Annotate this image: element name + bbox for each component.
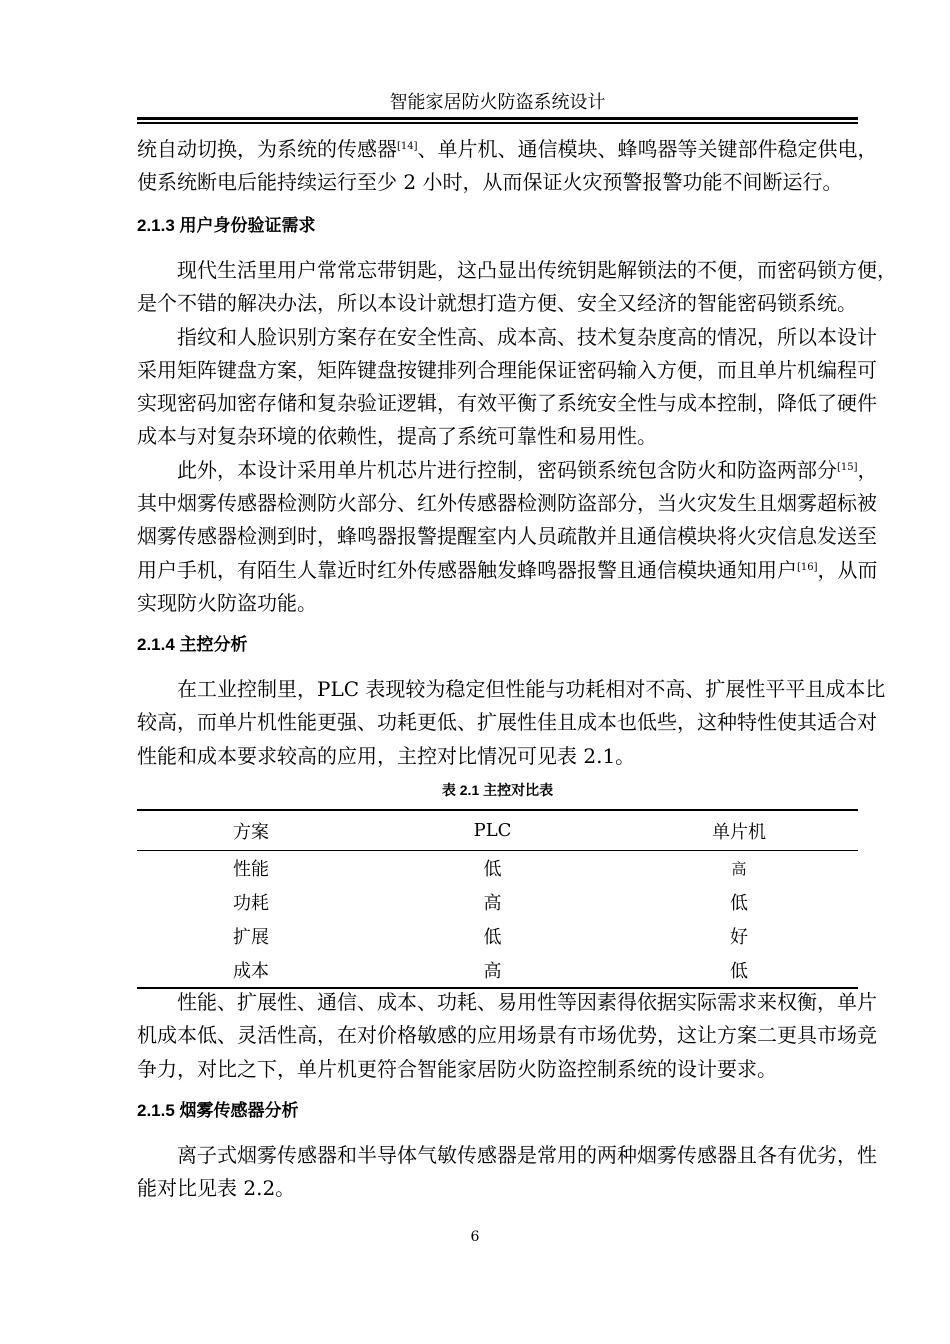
text-segment: 是个不错的解决办法，所以本设计就想打造方便、安全又经济的智能密码锁系统。 — [137, 291, 857, 316]
text-line — [137, 487, 877, 520]
citation-ref: [15] — [837, 461, 858, 473]
table-header-row — [137, 810, 858, 851]
text-line — [137, 254, 897, 287]
text-segment: 、单片机、通信模块、蜂鸣器等关键部件稳定供电， — [417, 137, 878, 161]
header-rule-thin — [137, 122, 858, 124]
table-row — [137, 919, 858, 953]
table-row — [137, 885, 858, 919]
text-segment: 性能、扩展性、通信、成本、功耗、易用性等因素得依据实际需求来权衡，单片 — [177, 990, 877, 1014]
text-line — [137, 166, 858, 199]
text-segment: 指纹和人脸识别方案存在安全性高、成本高、技术复杂度高的情况，所以本设计 — [177, 324, 877, 349]
text-segment: 其中烟雾传感器检测防火部分、红外传感器检测防盗部分，当火灾发生且烟雾超标被 — [137, 491, 877, 516]
table-cell: 低 — [730, 893, 748, 914]
text-segment: ，从而 — [817, 557, 878, 582]
text-line — [137, 673, 886, 706]
table-cell: 好 — [730, 927, 748, 948]
table-cell: 性能 — [233, 859, 269, 880]
text-line — [137, 1053, 858, 1086]
text-segment: 实现防火防盗功能。 — [137, 590, 317, 615]
text-line — [137, 387, 877, 420]
running-header-title: 智能家居防火防盗系统设计 — [389, 92, 606, 113]
text-line — [137, 986, 877, 1019]
section-heading-2-1-4: 2.1.4 主控分析 — [137, 635, 248, 654]
table-cell: 低 — [620, 953, 858, 988]
text-line — [137, 1019, 877, 1052]
paragraph-power-supply — [137, 133, 878, 200]
column-header: 单片机 — [620, 810, 858, 851]
text-line — [137, 740, 858, 773]
text-segment: 采用矩阵键盘方案，矩阵键盘按键排列合理能保证密码输入方便，而且单片机编程可 — [137, 357, 877, 382]
table-row — [137, 953, 858, 988]
text-segment: 能对比见表 2.2。 — [137, 1176, 296, 1201]
paragraph-smoke-sensor — [137, 1139, 877, 1206]
text-segment: 在工业控制里，PLC 表现较为稳定但性能与功耗相对不高、扩展性平平且成本比 — [177, 677, 886, 701]
header-rule-thick — [137, 117, 858, 120]
text-line — [137, 587, 858, 620]
text-line — [137, 520, 877, 553]
table-cell: 高 — [731, 859, 747, 878]
text-segment: 使系统断电后能持续运行至少 2 小时，从而保证火灾预警报警功能不间断运行。 — [137, 170, 843, 195]
table-cell: 功耗 — [233, 893, 269, 914]
text-segment: 现代生活里用户常常忘带钥匙，这凸显出传统钥匙解锁法的不便，而密码锁方便， — [177, 258, 897, 282]
section-heading-2-1-3: 2.1.3 用户身份验证需求 — [137, 216, 316, 235]
paragraph-auth-requirements — [137, 254, 897, 620]
text-line — [137, 454, 878, 487]
text-segment: ， — [857, 457, 878, 482]
controller-comparison-table — [137, 809, 858, 989]
text-line — [137, 321, 877, 354]
text-segment: 统自动切换，为系统的传感器 — [137, 137, 397, 161]
text-segment: 成本与对复杂环境的依赖性，提高了系统可靠性和易用性。 — [137, 424, 657, 449]
table-cell: 成本 — [137, 953, 365, 988]
text-segment: 烟雾传感器检测到时，蜂鸣器报警提醒室内人员疏散并且通信模块将火灾信息发送至 — [137, 524, 877, 549]
citation-ref: [14] — [397, 141, 418, 152]
text-line — [137, 554, 878, 587]
page-number: 6 — [470, 1229, 480, 1245]
text-line — [137, 706, 877, 739]
text-segment: 争力，对比之下，单片机更符合智能家居防火防盗控制系统的设计要求。 — [137, 1056, 777, 1081]
table-cell: 扩展 — [233, 927, 269, 948]
text-line — [137, 1172, 858, 1205]
text-line — [137, 1139, 877, 1172]
column-header: PLC — [365, 810, 620, 851]
citation-ref: [16] — [797, 561, 818, 573]
paragraph-tradeoff — [137, 986, 877, 1086]
table-caption: 表 2.1 主控对比表 — [441, 782, 554, 798]
text-segment: 机成本低、灵活性高，在对价格敏感的应用场景有市场优势，这让方案二更具市场竞 — [137, 1023, 877, 1048]
section-heading-2-1-5: 2.1.5 烟雾传感器分析 — [137, 1101, 299, 1120]
table-cell: 低 — [483, 927, 502, 948]
text-segment: 性能和成本要求较高的应用，主控对比情况可见表 2.1。 — [137, 743, 636, 768]
text-line — [137, 354, 877, 387]
text-segment: 实现密码加密存储和复杂验证逻辑，有效平衡了系统安全性与成本控制，降低了硬件 — [137, 391, 877, 416]
table-cell: 高 — [365, 953, 620, 988]
table-cell: 高 — [483, 893, 502, 914]
text-line — [137, 420, 858, 453]
text-segment: 离子式烟雾传感器和半导体气敏传感器是常用的两种烟雾传感器且各有优劣，性 — [177, 1143, 877, 1167]
table-cell: 低 — [483, 859, 502, 880]
paragraph-controller-analysis — [137, 673, 886, 773]
text-segment: 此外，本设计采用单片机芯片进行控制，密码锁系统包含防火和防盗两部分 — [177, 457, 837, 482]
text-segment: 用户手机，有陌生人靠近时红外传感器触发蜂鸣器报警且通信模块通知用户 — [137, 557, 797, 582]
column-header: 方案 — [137, 810, 365, 851]
text-line — [137, 133, 878, 166]
table-row — [137, 851, 858, 886]
text-line — [137, 287, 858, 320]
text-segment: 较高，而单片机性能更强、功耗更低、扩展性佳且成本也低些，这种特性使其适合对 — [137, 710, 877, 735]
